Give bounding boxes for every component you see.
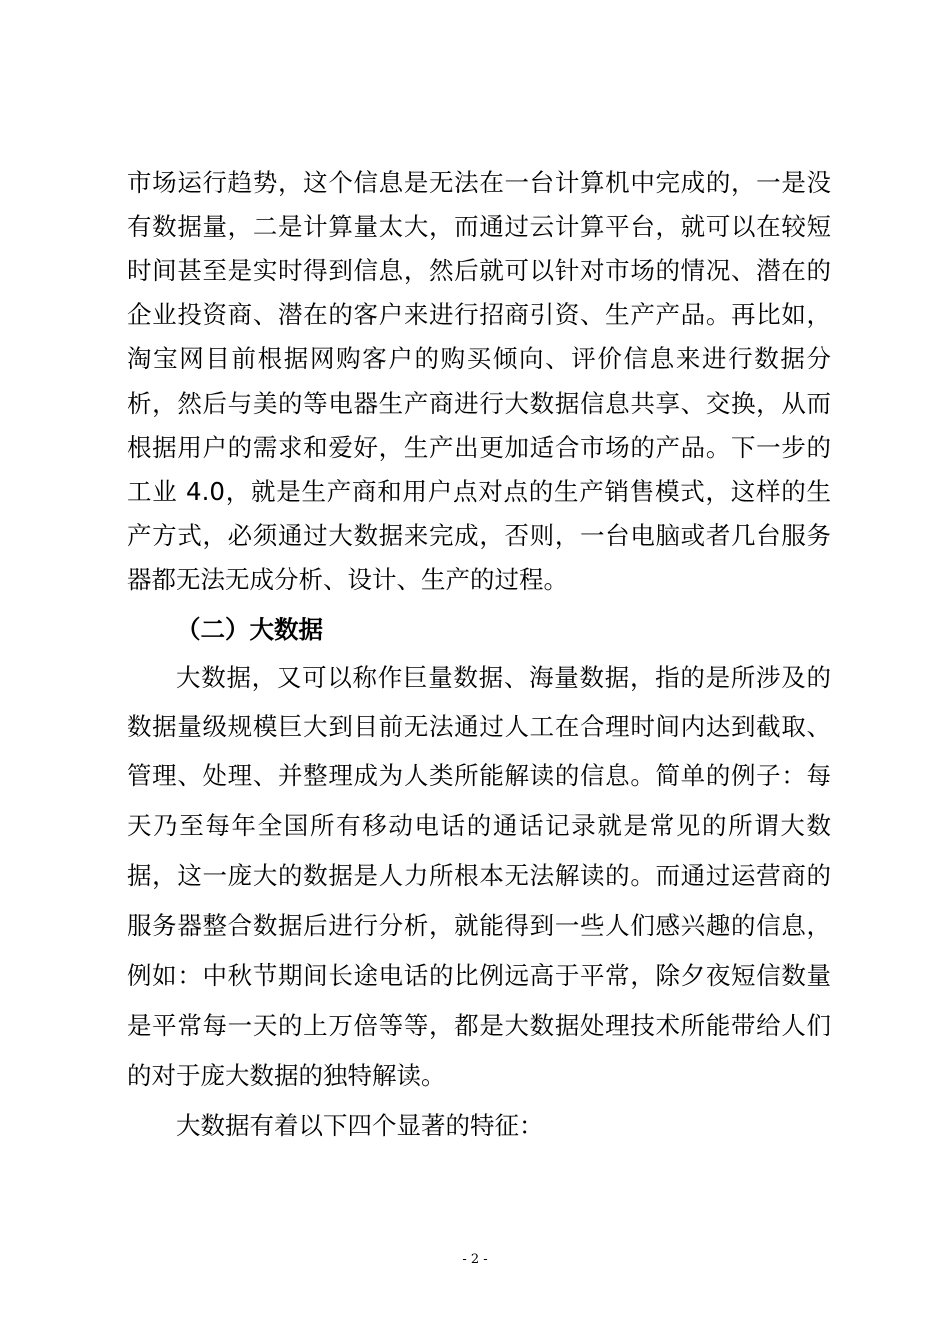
page-number: - 2 - [462,1252,488,1267]
paragraph-1-line-2: 有数据量，二是计算量太大，而通过云计算平台，就可以在较短 [127,212,831,241]
paragraph-2-line-7: 例如：中秋节期间长途电话的比例远高于平常，除夕夜短信数量 [127,961,831,990]
paragraph-2-line-1: 大数据，又可以称作巨量数据、海量数据，指的是所涉及的 [176,663,831,692]
paragraph-1-line-4: 企业投资商、潜在的客户来进行招商引资、生产产品。再比如， [127,300,831,329]
paragraph-1-line-8: 工业 4.0，就是生产商和用户点对点的生产销售模式，这样的生 [127,477,831,506]
paragraph-2-line-5: 据，这一庞大的数据是人力所根本无法解读的。而通过运营商的 [127,861,831,890]
paragraph-1-line-9: 产方式，必须通过大数据来完成，否则，一台电脑或者几台服务 [127,521,831,550]
paragraph-1-line-7: 根据用户的需求和爱好，生产出更加适合市场的产品。下一步的 [127,433,831,462]
paragraph-2-line-9: 的对于庞大数据的独特解读。 [127,1061,446,1090]
paragraph-1-line-3: 时间甚至是实时得到信息，然后就可以针对市场的情况、潜在的 [127,256,831,285]
paragraph-2-line-3: 管理、处理、并整理成为人类所能解读的信息。简单的例子：每 [127,761,831,790]
paragraph-3-line-1: 大数据有着以下四个显著的特征： [176,1111,544,1140]
paragraph-1-line-10: 器都无法无成分析、设计、生产的过程。 [127,565,568,594]
paragraph-2-line-6: 服务器整合数据后进行分析，就能得到一些人们感兴趣的信息， [127,911,831,940]
paragraph-1-line-5: 淘宝网目前根据网购客户的购买倾向、评价信息来进行数据分 [127,344,831,373]
paragraph-2-line-2: 数据量级规模巨大到目前无法通过人工在合理时间内达到截取、 [127,712,831,741]
paragraph-2-line-4: 天乃至每年全国所有移动电话的通话记录就是常见的所谓大数 [127,811,831,840]
section-heading: （二）大数据 [176,615,323,644]
paragraph-1-line-6: 析，然后与美的等电器生产商进行大数据信息共享、交换，从而 [127,389,831,418]
paragraph-1-line-1: 市场运行趋势，这个信息是无法在一台计算机中完成的，一是没 [127,168,831,197]
paragraph-2-line-8: 是平常每一天的上万倍等等，都是大数据处理技术所能带给人们 [127,1011,831,1040]
